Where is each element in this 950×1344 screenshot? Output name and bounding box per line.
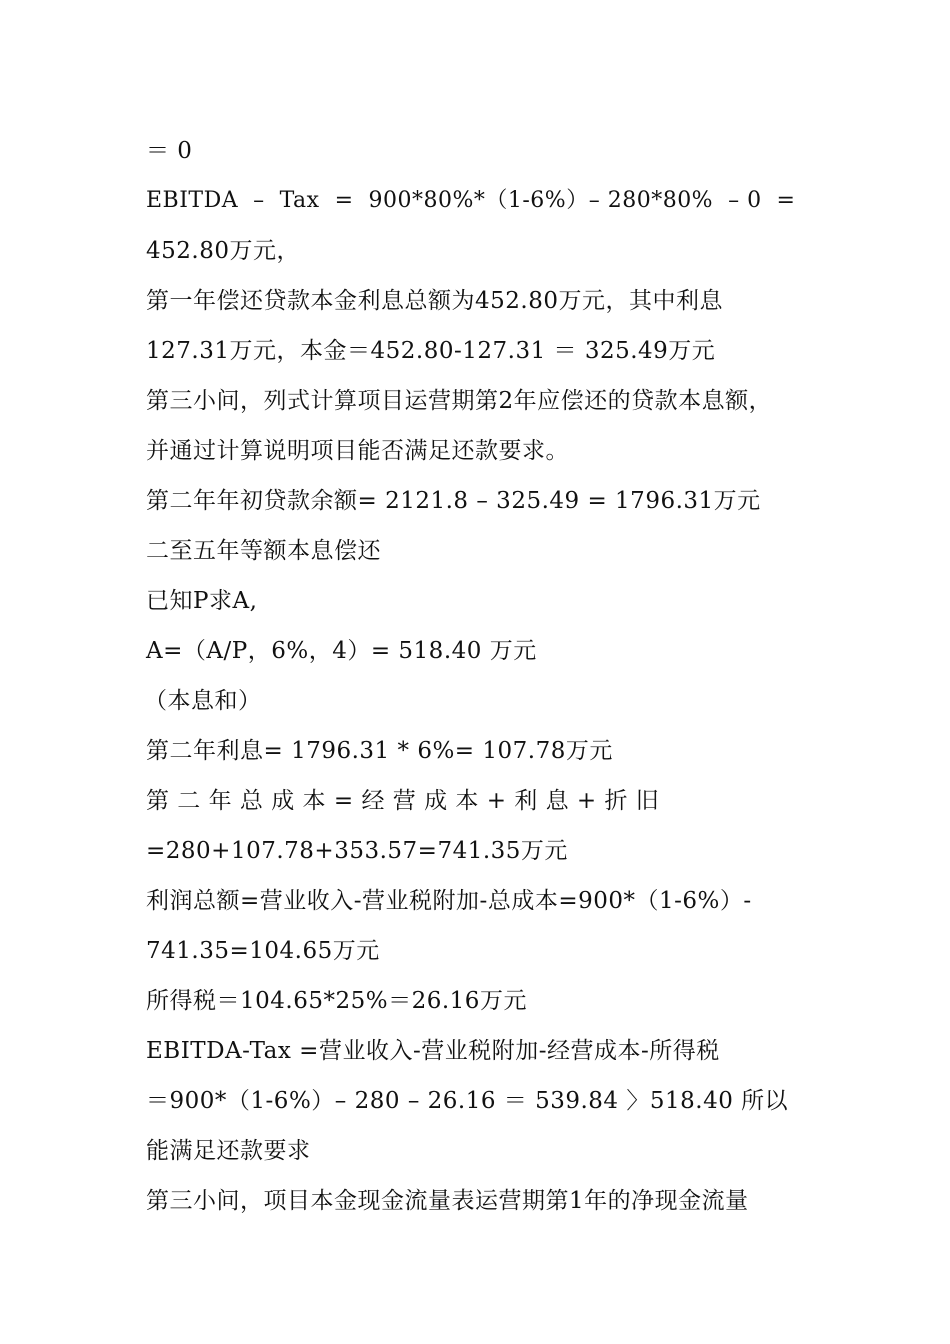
text-line-4: 第一年偿还贷款本金利息总额为452.80万元，其中利息 bbox=[146, 288, 723, 314]
text-line-22: 第三小问，项目本金现金流量表运营期第1年的净现金流量 bbox=[146, 1188, 749, 1214]
text-line-11: A=（A/P，6%，4）= 518.40 万元 bbox=[146, 638, 537, 664]
text-line-5: 127.31万元，本金＝452.80-127.31 ＝ 325.49万元 bbox=[146, 338, 716, 364]
text-line-7: 并通过计算说明项目能否满足还款要求。 bbox=[146, 438, 569, 464]
text-line-17: 741.35=104.65万元 bbox=[146, 938, 380, 964]
text-line-14: 第 二 年 总 成 本 = 经 营 成 本 + 利 息 + 折 旧 bbox=[146, 788, 660, 814]
text-line-12: （本息和） bbox=[144, 688, 262, 714]
text-line-13: 第二年利息= 1796.31 * 6%= 107.78万元 bbox=[146, 738, 613, 764]
text-line-1: ＝ 0 bbox=[146, 138, 193, 164]
text-line-15: =280+107.78+353.57=741.35万元 bbox=[146, 838, 568, 864]
text-line-6: 第三小问，列式计算项目运营期第2年应偿还的贷款本息额， bbox=[146, 388, 773, 414]
text-line-16: 利润总额=营业收入-营业税附加-总成本=900*（1-6%）- bbox=[146, 888, 752, 914]
text-line-19: EBITDA-Tax =营业收入-营业税附加-经营成本-所得税 bbox=[146, 1038, 720, 1064]
text-line-21: 能满足还款要求 bbox=[146, 1138, 311, 1164]
text-line-8: 第二年年初贷款余额= 2121.8 – 325.49 = 1796.31万元 bbox=[146, 488, 761, 514]
text-line-2: EBITDA – Tax = 900*80%*（1-6%）– 280*80% – 0 = bbox=[146, 188, 796, 213]
text-line-9: 二至五年等额本息偿还 bbox=[146, 538, 381, 564]
text-line-18: 所得税＝104.65*25%＝26.16万元 bbox=[146, 988, 527, 1014]
text-line-20: ＝900*（1-6%）– 280 – 26.16 ＝ 539.84 〉518.40 所以 bbox=[146, 1088, 789, 1114]
text-line-10: 已知P求A, bbox=[146, 588, 258, 614]
text-line-3: 452.80万元， bbox=[146, 238, 300, 264]
